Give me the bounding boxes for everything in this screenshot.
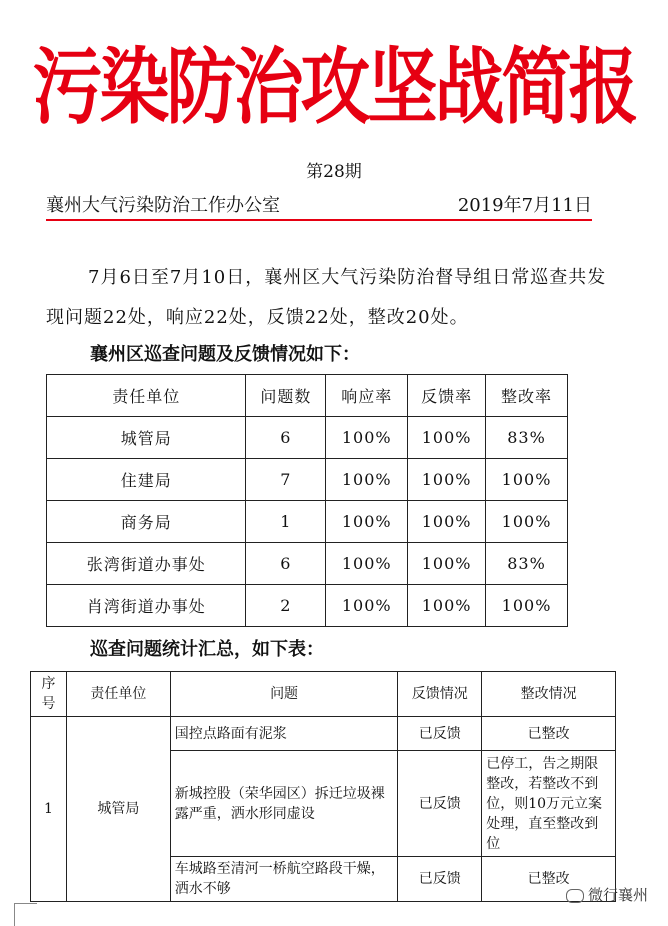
column-header: 责任单位	[66, 672, 170, 717]
feedback-cell: 已反馈	[398, 857, 482, 902]
table-cell: 100%	[408, 459, 486, 501]
table-cell: 1	[246, 501, 326, 543]
seq-cell: 1	[31, 717, 67, 902]
table-row	[47, 543, 568, 585]
issue-date: 2019年7月11日	[457, 195, 592, 216]
table-cell: 2	[246, 585, 326, 627]
column-header: 反馈率	[408, 375, 486, 417]
feedback-summary-table	[46, 374, 568, 627]
unit-cell: 城管局	[66, 717, 170, 902]
feedback-cell: 已反馈	[398, 751, 482, 857]
table-row	[47, 417, 568, 459]
issue-detail-table	[30, 671, 616, 902]
table-header-row	[47, 375, 568, 417]
intro-paragraph	[46, 258, 612, 338]
column-header: 整改率	[486, 375, 568, 417]
table-cell: 100%	[326, 543, 408, 585]
watermark-text: 微行襄州	[587, 886, 648, 904]
table-cell: 100%	[486, 501, 568, 543]
section2-heading: 巡查问题统计汇总，如下表：	[90, 639, 324, 660]
column-header: 序号	[31, 672, 67, 717]
table-cell: 6	[246, 417, 326, 459]
column-header: 响应率	[326, 375, 408, 417]
table-cell: 7	[246, 459, 326, 501]
report-banner-title: 污染防治攻坚战简报	[32, 38, 636, 136]
page-corner-mark	[14, 903, 37, 926]
feedback-cell: 已反馈	[398, 717, 482, 751]
table-cell: 100%	[408, 417, 486, 459]
table-cell: 100%	[326, 585, 408, 627]
table-cell: 商务局	[47, 501, 246, 543]
column-header: 问题	[170, 672, 398, 717]
column-header: 反馈情况	[398, 672, 482, 717]
table-row	[31, 717, 616, 751]
table-cell: 肖湾街道办事处	[47, 585, 246, 627]
issuing-office: 襄州大气污染防治工作办公室	[46, 195, 280, 216]
column-header: 责任单位	[47, 375, 246, 417]
issue-number: 第28期	[306, 162, 362, 182]
table-row	[47, 585, 568, 627]
issue-cell: 国控点路面有泥浆	[170, 717, 398, 751]
table-cell: 100%	[326, 459, 408, 501]
status-cell: 已停工，告之期限整改，若整改不到位，则10万元立案处理，直至整改到位	[482, 751, 616, 857]
section1-heading: 襄州区巡查问题及反馈情况如下：	[90, 344, 360, 365]
table-row	[47, 501, 568, 543]
table-cell: 100%	[408, 543, 486, 585]
table-header-row	[31, 672, 616, 717]
intro-text: 7月6日至7月10日，襄州区大气污染防治督导组日常巡查共发现问题22处，响应22处，反馈22处，整改20处。	[46, 267, 607, 328]
column-header: 整改情况	[482, 672, 616, 717]
watermark	[566, 884, 648, 905]
table-cell: 100%	[408, 501, 486, 543]
status-cell: 已整改	[482, 857, 616, 902]
table-cell: 100%	[326, 501, 408, 543]
table-cell: 城管局	[47, 417, 246, 459]
issue-cell: 新城控股（荣华园区）拆迁垃圾裸露严重，洒水形同虚设	[170, 751, 398, 857]
table-row	[47, 459, 568, 501]
masthead-row	[46, 194, 592, 220]
table-cell: 住建局	[47, 459, 246, 501]
table-cell: 100%	[408, 585, 486, 627]
masthead-red-rule	[46, 219, 592, 221]
issue-cell: 车城路至清河一桥航空路段干燥，洒水不够	[170, 857, 398, 902]
table-cell: 100%	[486, 459, 568, 501]
table-cell: 6	[246, 543, 326, 585]
status-cell: 已整改	[482, 717, 616, 751]
wechat-icon	[566, 889, 584, 903]
table-cell: 83%	[486, 417, 568, 459]
table-cell: 100%	[326, 417, 408, 459]
table-cell: 张湾街道办事处	[47, 543, 246, 585]
table-cell: 100%	[486, 585, 568, 627]
table-cell: 83%	[486, 543, 568, 585]
column-header: 问题数	[246, 375, 326, 417]
